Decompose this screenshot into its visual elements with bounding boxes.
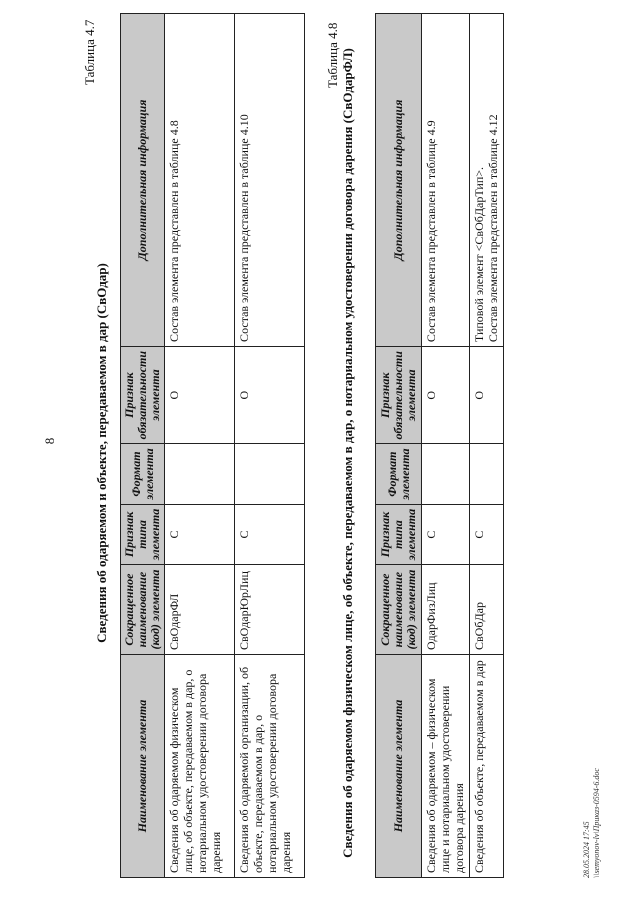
cell-required: О	[165, 346, 235, 443]
footer-timestamp: 28.05.2024 17:45	[582, 821, 591, 878]
cell-type: С	[165, 504, 235, 564]
table-4-8	[375, 13, 504, 878]
cell-required: О	[422, 347, 470, 444]
table-4-7	[120, 13, 305, 878]
cell-code: СвОдарЮрЛиц	[235, 565, 305, 655]
header-format: Формат элемента	[121, 444, 165, 504]
cell-type: С	[422, 504, 470, 564]
header-info: Дополнительная информация	[376, 14, 422, 347]
header-required: Признак обязательности элемента	[376, 347, 422, 444]
table-4-8-label: Таблица 4.8	[325, 22, 340, 88]
cell-type: С	[470, 504, 504, 564]
header-format: Формат элемента	[376, 444, 422, 504]
table-row	[470, 14, 504, 878]
cell-name: Сведения об одаряемой организации, об объекте, передаваемом в дар, о нотариальном удостоверении договора дарения	[235, 655, 305, 878]
cell-info: Состав элемента представлен в таблице 4.9	[422, 14, 470, 347]
footer-file-path: \\semyonov-lv\Приказ-0594-6.doc	[592, 768, 601, 878]
cell-info: Состав элемента представлен в таблице 4.8	[165, 14, 235, 347]
cell-required: О	[470, 347, 504, 444]
cell-info	[470, 14, 504, 347]
cell-code: СвОбДар	[470, 565, 504, 655]
cell-format	[422, 444, 470, 504]
header-name: Наименование элемента	[376, 654, 422, 877]
cell-info-line: Типовой элемент <СвОбДарТип>.	[472, 166, 486, 343]
cell-code: СвОдарФЛ	[165, 565, 235, 655]
header-name: Наименование элемента	[121, 655, 165, 878]
table-4-7-label: Таблица 4.7	[82, 19, 97, 85]
header-required: Признак обязательности элемента	[121, 346, 165, 443]
table-row	[165, 14, 235, 878]
cell-format	[235, 444, 305, 504]
cell-required: О	[235, 346, 305, 443]
table-row	[422, 14, 470, 878]
cell-name: Сведения об одаряемом физическом лице, об объекте, передаваемом в дар, о нотариальном удостоверении договора дарения	[165, 655, 235, 878]
cell-name: Сведения об одаряемом – физическом лице и нотариальном удостоверении договора дарения	[422, 654, 470, 877]
table-4-7-title: Сведения об одаряемом и объекте, передаваемом в дар (СвОдар)	[94, 263, 109, 643]
header-type: Признак типа элемента	[121, 504, 165, 564]
header-type: Признак типа элемента	[376, 504, 422, 564]
footer	[582, 768, 602, 878]
table-row	[235, 14, 305, 878]
cell-format	[470, 444, 504, 504]
table-header-row	[121, 14, 165, 878]
cell-type: С	[235, 504, 305, 564]
table-header-row	[376, 14, 422, 878]
table-4-8-title: Сведения об одаряемом физическом лице, об объекте, передаваемом в дар, о нотариальном удостоверении договора дарения (СвОдарФЛ)	[340, 48, 355, 858]
header-code: Сокращенное наименование (код) элемента	[376, 565, 422, 655]
cell-name: Сведения об объекте, передаваемом в дар	[470, 654, 504, 877]
header-info: Дополнительная информация	[121, 14, 165, 347]
page-number: 8	[42, 437, 57, 445]
header-code: Сокращенное наименование (код) элемента	[121, 565, 165, 655]
cell-info: Состав элемента представлен в таблице 4.10	[235, 14, 305, 347]
cell-code: ОдарФизЛиц	[422, 565, 470, 655]
cell-format	[165, 444, 235, 504]
cell-info-line: Состав элемента представлен в таблице 4.12	[486, 114, 500, 343]
